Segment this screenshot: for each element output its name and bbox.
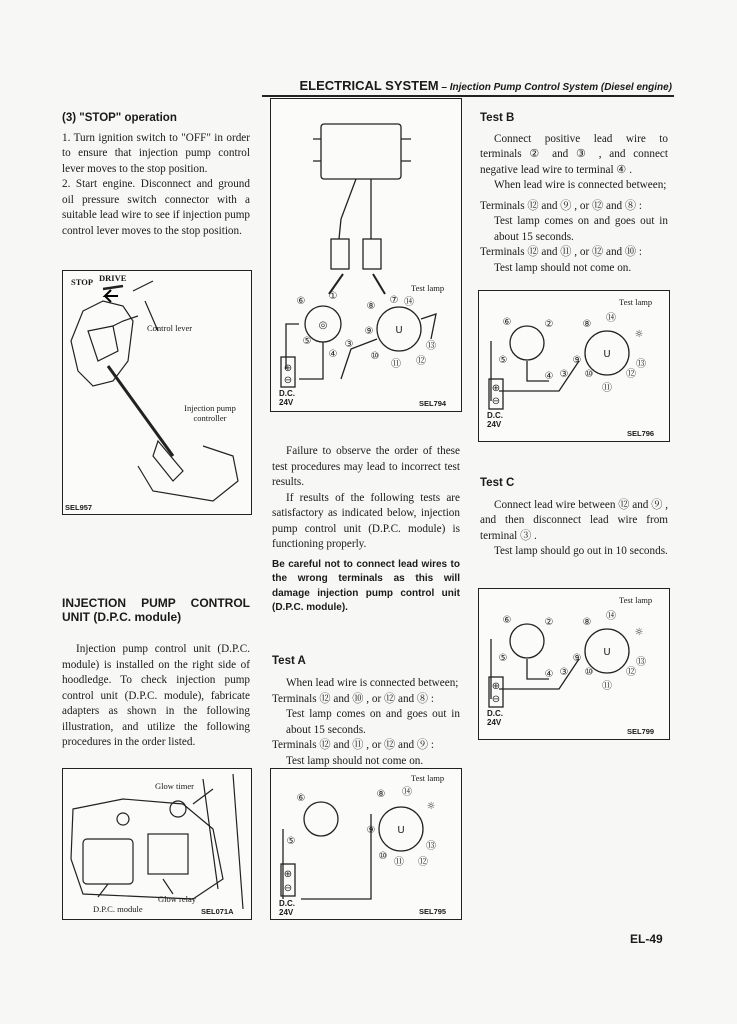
figure-code: SEL795 (419, 907, 447, 916)
dc-label (487, 411, 503, 429)
svg-text:◎: ◎ (318, 320, 328, 331)
svg-text:⑬: ⑬ (426, 841, 436, 852)
svg-text:⑪: ⑪ (602, 681, 612, 692)
figure-sel957 (62, 270, 252, 515)
test-b-heading: Test B (480, 112, 515, 124)
engine-bay-illustration (63, 769, 251, 919)
svg-text:②: ② (544, 319, 554, 330)
test-b-wiring-diagram (479, 291, 669, 441)
svg-text:⑧: ⑧ (582, 617, 592, 628)
svg-text:④: ④ (328, 349, 338, 360)
svg-text:U: U (395, 325, 403, 336)
svg-text:⊖: ⊖ (283, 883, 293, 894)
svg-text:⑭: ⑭ (402, 787, 412, 798)
figure-code: SEL796 (627, 429, 655, 438)
svg-text:⑩: ⑩ (370, 351, 380, 362)
svg-text:⑤: ⑤ (498, 653, 508, 664)
svg-text:⊖: ⊖ (491, 396, 501, 407)
glow-timer-label: Glow timer (155, 781, 194, 791)
svg-text:⑫: ⑫ (416, 356, 426, 367)
stop-step-2: 2. Start engine. Disconnect and ground oil pressure switch connector with a suitable lead wire to see if injection pump control lever moves to the stop position. (62, 178, 250, 237)
test-c-wiring-diagram (479, 589, 669, 739)
drive-label: DRIVE (99, 273, 127, 283)
test-lamp-label: Test lamp (619, 595, 653, 605)
warning-note: Be careful not to connect lead wires to the wrong terminals as this will damage injection pump control unit (D.P.C. module). (272, 558, 460, 613)
svg-text:⑪: ⑪ (391, 359, 401, 370)
pump-lever-illustration (63, 271, 251, 514)
dpc-section (62, 596, 250, 751)
dpc-paragraph: Injection pump control unit (D.P.C. module) is installed on the right side of hoodledge. To check injection pump control unit (D.P.C. module), fabricate adapters as shown in the following illustration, and utilize the following procedures in the order listed. (62, 643, 250, 748)
dc-label (279, 899, 295, 917)
test-b-intro: When lead wire is connected between; (494, 179, 667, 191)
svg-text:⑭: ⑭ (606, 611, 616, 622)
svg-text:⑥: ⑥ (296, 793, 306, 804)
svg-text:①: ① (328, 291, 338, 302)
svg-text:☼: ☼ (426, 801, 436, 812)
dc-label (487, 709, 503, 727)
stop-section (62, 111, 250, 239)
figure-sel796 (478, 290, 670, 442)
svg-text:⑤: ⑤ (286, 836, 296, 847)
svg-text:⑤: ⑤ (302, 336, 312, 347)
svg-text:⑭: ⑭ (404, 297, 414, 308)
voltage-text: 24V (279, 398, 294, 407)
svg-text:⑨: ⑨ (572, 653, 582, 664)
control-lever-label: Control lever (147, 323, 193, 333)
svg-text:⑬: ⑬ (636, 657, 646, 668)
test-b-result-1: Test lamp comes on and goes out in about 15 seconds. (494, 215, 668, 243)
svg-text:U: U (603, 349, 611, 360)
svg-text:⑨: ⑨ (364, 326, 374, 337)
svg-text:⊕: ⊕ (491, 383, 501, 394)
page-header (262, 78, 672, 93)
svg-text:⑥: ⑥ (296, 296, 306, 307)
figure-sel795 (270, 768, 462, 920)
dc-text: D.C. (487, 709, 503, 718)
dpc-heading: INJECTION PUMP CONTROL UNIT (D.P.C. module) (62, 596, 250, 624)
stop-step-1: 1. Turn ignition switch to "OFF" in order to ensure that injection pump control lever moves to the stop position. (62, 131, 250, 175)
test-b-terminals-1: Terminals ⑫ and ⑨ , or ⑫ and ⑧ : (480, 199, 643, 212)
test-a-result-2: Test lamp should not come on. (286, 754, 424, 767)
test-b-result-2: Test lamp should not come on. (494, 261, 632, 274)
dc-label (279, 389, 295, 407)
test-b-terminals-2: Terminals ⑫ and ⑪ , or ⑫ and ⑩ : (480, 246, 643, 258)
svg-text:④: ④ (544, 371, 554, 382)
dc-text: D.C. (279, 389, 295, 398)
svg-text:⊖: ⊖ (283, 375, 293, 386)
svg-text:⊕: ⊕ (491, 681, 501, 692)
svg-text:④: ④ (544, 669, 554, 680)
svg-text:⑨: ⑨ (366, 825, 376, 836)
svg-text:③: ③ (559, 369, 569, 380)
dpc-module-label: D.P.C. module (93, 904, 143, 914)
stop-heading: (3) "STOP" operation (62, 112, 177, 124)
svg-text:⑤: ⑤ (498, 355, 508, 366)
test-lamp-label: Test lamp (411, 283, 445, 293)
svg-text:③: ③ (559, 667, 569, 678)
svg-text:⑫: ⑫ (626, 667, 636, 678)
test-c-section (480, 476, 668, 560)
svg-text:⑩: ⑩ (584, 667, 594, 678)
test-b-setup: Connect positive lead wire to terminals ② and ③ , and connect negative lead wire to terminal ④ . (480, 132, 668, 176)
svg-text:⊖: ⊖ (491, 694, 501, 705)
svg-text:⊕: ⊕ (283, 869, 293, 880)
header-subtitle: – Injection Pump Control System (Diesel engine) (438, 82, 672, 93)
svg-text:U: U (397, 825, 405, 836)
results-note: If results of the following tests are satisfactory as indicated below, injection pump control unit (D.P.C. module) is functioning properly. (272, 491, 460, 550)
figure-code: SEL957 (65, 503, 93, 512)
test-a-terminals-2: Terminals ⑫ and ⑪ , or ⑫ and ⑨ : (272, 739, 435, 751)
svg-text:⑧: ⑧ (366, 301, 376, 312)
svg-text:⑬: ⑬ (636, 359, 646, 370)
svg-text:⑦: ⑦ (389, 295, 399, 306)
test-a-heading: Test A (272, 654, 306, 667)
svg-text:③: ③ (344, 339, 354, 350)
stop-label: STOP (71, 277, 94, 287)
svg-text:⑫: ⑫ (418, 857, 428, 868)
test-c-setup: Connect lead wire between ⑫ and ⑨ , and then disconnect lead wire from terminal ③ . (480, 498, 668, 542)
dc-text: D.C. (279, 899, 295, 908)
figure-code: SEL799 (627, 727, 655, 736)
svg-text:⑧: ⑧ (376, 789, 386, 800)
test-a-intro: When lead wire is connected between; (286, 677, 459, 689)
header-title: ELECTRICAL SYSTEM (299, 78, 439, 93)
page-number: EL-49 (630, 932, 663, 946)
figure-code: SEL794 (419, 399, 447, 408)
svg-text:⑧: ⑧ (582, 319, 592, 330)
svg-text:⑫: ⑫ (626, 369, 636, 380)
svg-text:⑩: ⑩ (584, 369, 594, 380)
svg-text:⑪: ⑪ (394, 857, 404, 868)
figure-sel799 (478, 588, 670, 740)
svg-text:⑪: ⑪ (602, 383, 612, 394)
header-rule (262, 95, 674, 97)
svg-text:②: ② (544, 617, 554, 628)
order-note: Failure to observe the order of these test procedures may lead to incorrect test results. (272, 445, 460, 488)
glow-relay-label: Glow relay (158, 894, 197, 904)
test-lamp-label: Test lamp (411, 773, 445, 783)
svg-text:⑥: ⑥ (502, 317, 512, 328)
figure-sel071a (62, 768, 252, 920)
svg-text:☼: ☼ (634, 627, 644, 638)
procedure-notes (272, 444, 460, 769)
svg-text:⊕: ⊕ (283, 363, 293, 374)
test-a-wiring-diagram (271, 769, 461, 919)
svg-text:⑥: ⑥ (502, 615, 512, 626)
adapter-wiring-diagram (271, 99, 461, 411)
svg-text:⑬: ⑬ (426, 341, 436, 352)
test-c-result: Test lamp should go out in 10 seconds. (494, 545, 668, 557)
svg-text:⑩: ⑩ (378, 851, 388, 862)
svg-text:⑨: ⑨ (572, 355, 582, 366)
test-a-terminals-1: Terminals ⑫ and ⑩ , or ⑫ and ⑧ : (272, 692, 435, 705)
test-b-section (480, 111, 668, 276)
test-c-heading: Test C (480, 477, 515, 489)
figure-code: SEL071A (201, 907, 234, 916)
svg-text:U: U (603, 647, 611, 658)
voltage-text: 24V (279, 908, 294, 917)
test-lamp-label: Test lamp (619, 297, 653, 307)
voltage-text: 24V (487, 718, 502, 727)
test-a-result-1: Test lamp comes on and goes out in about 15 seconds. (286, 708, 460, 736)
voltage-text: 24V (487, 420, 502, 429)
dc-text: D.C. (487, 411, 503, 420)
svg-text:⑭: ⑭ (606, 313, 616, 324)
figure-sel794 (270, 98, 462, 412)
svg-text:☼: ☼ (634, 329, 644, 340)
controller-label: Injection pump controller (184, 403, 236, 423)
